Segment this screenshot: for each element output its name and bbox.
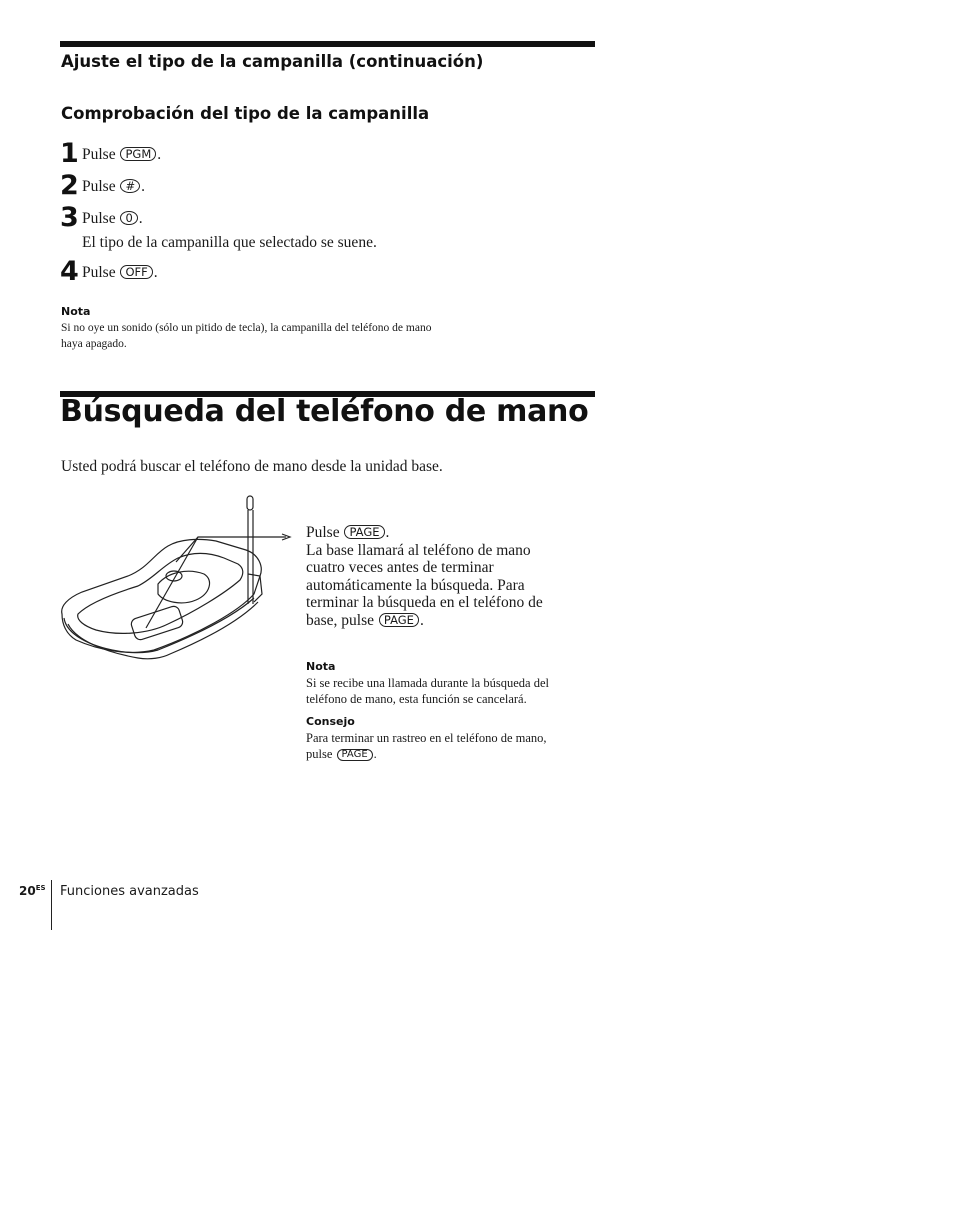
base-unit-illustration (58, 494, 298, 670)
page-key: PAGE (379, 613, 419, 627)
page-button-area (130, 605, 184, 641)
step-text: Pulse 0 . (82, 210, 143, 227)
footer-section: Funciones avanzadas (60, 884, 199, 899)
pgm-key: PGM (120, 147, 156, 161)
page-number: $20^{ES}$ (19, 884, 46, 898)
hash-key: # (120, 179, 140, 193)
pointer-line (146, 537, 198, 628)
step-number: 4 (60, 256, 79, 287)
step-text: Pulse OFF . (82, 264, 158, 281)
intro-text: Usted podrá buscar el teléfono de mano desde la unidad base. (61, 458, 443, 475)
off-key: OFF (120, 265, 152, 279)
instruction-block: Pulse PAGE . La base llamará al teléfono de mano cuatro veces antes de terminar automáticamente la búsqueda. Para terminar la búsqueda en el teléfono de base, pulse PAGE . (306, 524, 543, 629)
step-number: 1 (60, 138, 79, 169)
note-text: Si se recibe una llamada durante la búsqueda del teléfono de mano, esta función se cancelará. (306, 676, 549, 706)
footer-divider (51, 880, 52, 930)
step-text: Pulse PGM . (82, 146, 162, 163)
note-label: Nota (61, 305, 91, 318)
tip-text: Para terminar un rastreo en el teléfono de mano, pulse PAGE . (306, 731, 547, 761)
base-body (62, 539, 262, 652)
tip-label: Consejo (306, 715, 355, 728)
step-text: Pulse # . (82, 178, 145, 195)
top-rule (60, 41, 595, 47)
page-key: PAGE (344, 525, 384, 539)
page-title: Búsqueda del teléfono de mano (60, 394, 589, 429)
note-label: Nota (306, 660, 336, 673)
step-number: 3 (60, 202, 79, 233)
leader-line (176, 537, 286, 562)
section-heading: Ajuste el tipo de la campanilla (continuación) (61, 52, 484, 71)
zero-key: 0 (120, 211, 137, 225)
page-key: PAGE (337, 749, 373, 761)
step-number: 2 (60, 170, 79, 201)
subheading: Comprobación del tipo de la campanilla (61, 104, 430, 123)
step-detail: El tipo de la campanilla que selectado se suene. (82, 234, 377, 251)
note-text: Si no oye un sonido (sólo un pitido de tecla), la campanilla del teléfono de mano haya apagado. (61, 322, 432, 350)
antenna-tip (247, 496, 253, 510)
